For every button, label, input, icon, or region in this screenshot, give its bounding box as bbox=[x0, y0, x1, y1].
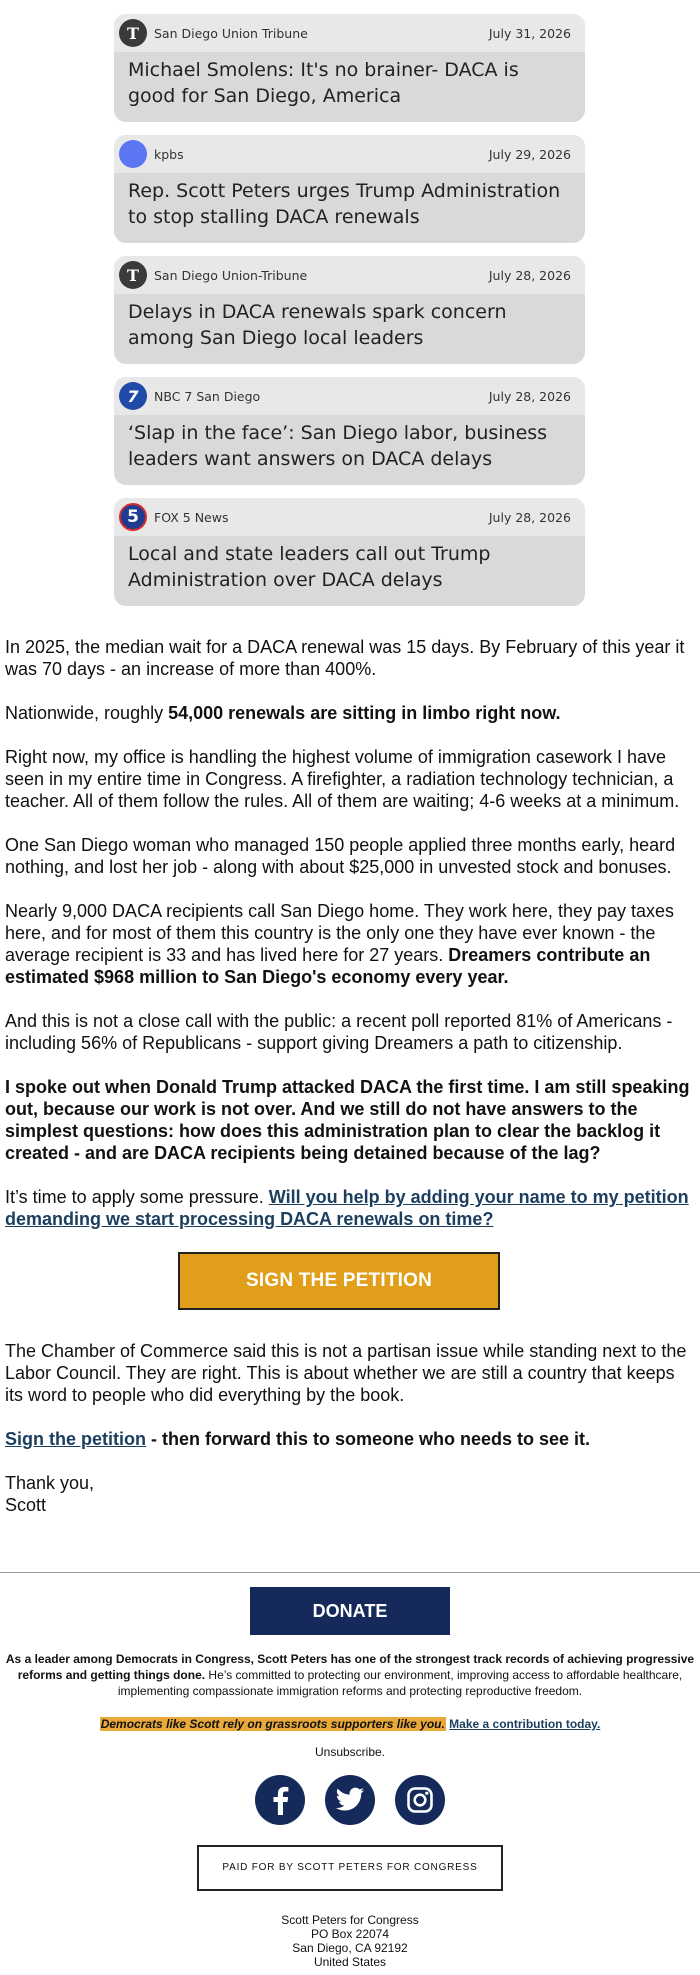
news-card[interactable] bbox=[114, 14, 585, 122]
paragraph: Right now, my office is handling the highest volume of immigration casework I have seen in my entire time in Congress. A firefighter, a radiation technology technician, a teacher. All of them follow the rules. All of them are waiting; 4-6 weeks at a minimum. bbox=[5, 747, 680, 811]
news-card-header bbox=[114, 498, 585, 536]
paragraph bbox=[5, 1428, 693, 1450]
footer-blurb-rest: He’s committed to protecting our environment, improving access to affordable healthcare, implementing compassionate immigration reforms and protecting reproductive freedom. bbox=[117, 1668, 683, 1698]
address-line: United States bbox=[313, 1955, 387, 1969]
signoff-line: Thank you, bbox=[5, 1473, 95, 1493]
paragraph-emphasis: 54,000 renewals are sitting in limbo right now. bbox=[168, 703, 561, 723]
support-line bbox=[0, 1717, 700, 1731]
news-headline[interactable]: Michael Smolens: It's no brainer- DACA is good for San Diego, America bbox=[128, 59, 519, 107]
news-card-header bbox=[114, 377, 585, 415]
footer-blurb bbox=[4, 1651, 696, 1699]
news-card[interactable] bbox=[114, 135, 585, 243]
news-card-header bbox=[114, 256, 585, 294]
paragraph-text: Nearly 9,000 DACA recipients call San Diego home. They work here, they pay taxes here, and for most of them this country is the only one they have ever known - the average recipient is 33 and has lived here for 27 years. bbox=[5, 901, 675, 965]
news-date: July 28, 2026 bbox=[488, 509, 571, 525]
sdut-t-icon: T bbox=[119, 261, 147, 289]
news-date: July 31, 2026 bbox=[488, 25, 571, 41]
sign-petition-link[interactable]: Sign the petition bbox=[5, 1429, 146, 1449]
news-source: San Diego Union-Tribune bbox=[154, 267, 308, 283]
news-source: NBC 7 San Diego bbox=[154, 388, 261, 404]
unsubscribe-link[interactable]: Unsubscribe. bbox=[314, 1745, 386, 1759]
paragraph-text: Nationwide, roughly bbox=[5, 703, 169, 723]
news-headline[interactable]: Delays in DACA renewals spark concern among San Diego local leaders bbox=[128, 301, 507, 349]
paragraph bbox=[5, 1186, 693, 1230]
petition-link[interactable]: Will you help by adding your name to my petition demanding we start processing DACA renewals on time? bbox=[5, 1187, 689, 1229]
mailing-address bbox=[0, 1913, 700, 1969]
paragraph bbox=[5, 702, 693, 724]
address-line: San Diego, CA 92192 bbox=[292, 1941, 408, 1955]
email-body bbox=[5, 636, 693, 1538]
sdut-t-icon: T bbox=[119, 19, 147, 47]
news-list bbox=[114, 14, 585, 619]
cta-container bbox=[5, 1252, 693, 1310]
address-line: Scott Peters for Congress bbox=[281, 1913, 419, 1927]
footer-blurb-bold: As a leader among Democrats in Congress, Scott Peters has one of the strongest track records of achieving progressive reforms and getting things done. bbox=[5, 1652, 695, 1682]
social-links bbox=[0, 1775, 700, 1825]
support-text: Democrats like Scott rely on grassroots supporters like you. bbox=[100, 1717, 445, 1731]
news-card[interactable] bbox=[114, 377, 585, 485]
news-date: July 29, 2026 bbox=[488, 146, 571, 162]
signoff bbox=[5, 1472, 693, 1516]
paragraph: One San Diego woman who managed 150 people applied three months early, heard nothing, and lost her job - along with about $25,000 in unvested stock and bonuses. bbox=[5, 835, 676, 877]
news-headline[interactable]: ‘Slap in the face’: San Diego labor, business leaders want answers on DACA delays bbox=[128, 422, 548, 470]
paragraph: I spoke out when Donald Trump attacked DACA the first time. I am still speaking out, because our work is not over. And we still do not have answers to the simplest questions: how does this administration plan to clear the backlog it created - and are DACA recipients being detained because of the lag? bbox=[5, 1077, 690, 1163]
fox5-icon: 5 bbox=[119, 503, 147, 531]
news-headline[interactable]: Rep. Scott Peters urges Trump Administration to stop stalling DACA renewals bbox=[128, 180, 561, 228]
paragraph-text: It’s time to apply some pressure. bbox=[5, 1187, 269, 1207]
paragraph: And this is not a close call with the public: a recent poll reported 81% of Americans - including 56% of Republicans - support giving Dreamers a path to citizenship. bbox=[5, 1011, 673, 1053]
instagram-icon[interactable] bbox=[395, 1775, 445, 1825]
news-source: FOX 5 News bbox=[154, 509, 229, 525]
paragraph-emphasis: - then forward this to someone who needs to see it. bbox=[146, 1429, 591, 1449]
paragraph: In 2025, the median wait for a DACA renewal was 15 days. By February of this year it was 70 days - an increase of more than 400%. bbox=[5, 637, 685, 679]
footer bbox=[0, 1572, 700, 1969]
news-source: San Diego Union Tribune bbox=[154, 25, 308, 41]
kpbs-dot-icon bbox=[119, 140, 147, 168]
contribute-link[interactable]: Make a contribution today. bbox=[449, 1717, 601, 1731]
address-line: PO Box 22074 bbox=[310, 1927, 390, 1941]
news-source: kpbs bbox=[154, 146, 184, 162]
news-card[interactable] bbox=[114, 256, 585, 364]
paid-for-disclaimer: PAID FOR BY SCOTT PETERS FOR CONGRESS bbox=[197, 1845, 503, 1891]
paragraph-emphasis: Dreamers contribute an estimated $968 million to San Diego's economy every year. bbox=[5, 945, 651, 987]
donate-button[interactable]: DONATE bbox=[250, 1587, 450, 1635]
news-date: July 28, 2026 bbox=[488, 267, 571, 283]
news-date: July 28, 2026 bbox=[488, 388, 571, 404]
paragraph bbox=[5, 900, 693, 988]
paragraph: The Chamber of Commerce said this is not a partisan issue while standing next to the Labor Council. They are right. This is about whether we are still a country that keeps its word to people who did everything by the book. bbox=[5, 1341, 687, 1405]
twitter-icon[interactable] bbox=[325, 1775, 375, 1825]
news-headline[interactable]: Local and state leaders call out Trump Administration over DACA delays bbox=[128, 543, 491, 591]
news-card-header bbox=[114, 14, 585, 52]
nbc7-icon: 7 bbox=[119, 382, 147, 410]
facebook-icon[interactable] bbox=[255, 1775, 305, 1825]
sign-petition-button[interactable]: SIGN THE PETITION bbox=[178, 1252, 500, 1310]
news-card-header bbox=[114, 135, 585, 173]
signature: Scott bbox=[5, 1495, 47, 1515]
news-card[interactable] bbox=[114, 498, 585, 606]
